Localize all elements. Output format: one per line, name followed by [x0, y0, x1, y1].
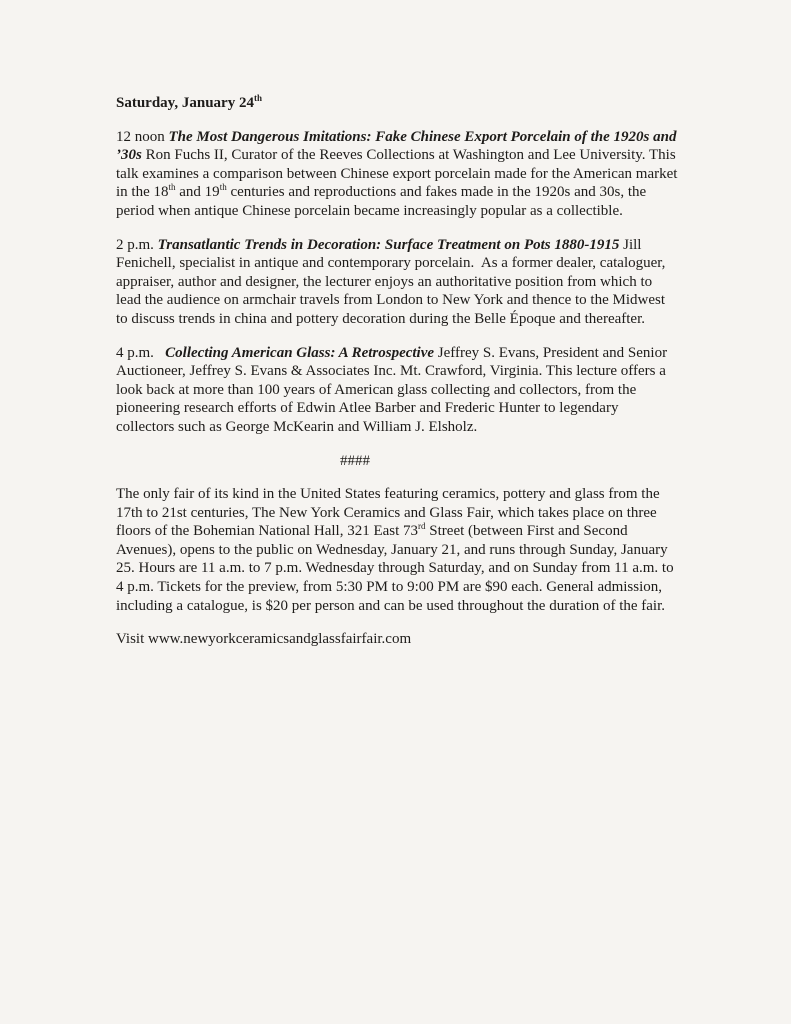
end-marker: [116, 452, 680, 471]
text-run: Street (between First and Second Avenues), opens to the public on Wednesday, January 21, and runs through Sunday, January 25. Hours are 11 a.m. to 7 p.m. Wednesday through Saturday, and on Sunday from 11 a.m. to 4 p.m. Tickets for the preview, from 5:30 PM to 9:00 PM are $90 each. General admission, including a catalogue, is $20 per person and can be used throughout the duration of the fair.: [116, 523, 678, 614]
text-run: Ron Fuchs II, Curator of the Reeves Collections at Washington and Lee University. This talk examines a comparison between Chinese export porcelain made for the American market in the 18: [116, 147, 682, 201]
text-run: 12 noon: [116, 128, 169, 145]
event-12-noon: [116, 128, 680, 221]
text-run: 4 p.m.: [116, 344, 166, 361]
text-run: ####: [340, 452, 370, 469]
event-4-pm: [116, 344, 680, 437]
text-run: The Most Dangerous Imitations: Fake Chinese Export Porcelain of the 1920s and ’30s: [116, 128, 681, 164]
text-run: Visit www.newyorkceramicsandglassfairfair.com: [116, 631, 412, 648]
text-run: Saturday, January 24: [116, 95, 254, 111]
fair-details: [116, 485, 680, 615]
text-run: Transatlantic Trends in Decoration: Surface Treatment on Pots 1880-1915: [157, 236, 620, 253]
text-run: rd: [418, 521, 426, 532]
text-run: and 19: [175, 184, 220, 201]
event-2-pm: [116, 236, 680, 329]
text-run: Jill Fenichell, specialist in antique and contemporary porcelain. As a former dealer, cataloguer, appraiser, author and designer, the lecturer enjoys an authoritative position from which to lead the audience on armchair travels from London to New York and thence to the Midwest to discuss trends in china and pottery decoration during the Belle Époque and thereafter.: [116, 236, 670, 327]
text-run: th: [219, 182, 227, 193]
text-run: Collecting American Glass: A Retrospective: [165, 344, 435, 361]
text-run: The only fair of its kind in the United States featuring ceramics, pottery and glass from the 17th to 21st centuries, The New York Ceramics and Glass Fair, which takes place on three floors of the Bohemian National Hall, 321 East 73: [116, 486, 664, 540]
website-line: [116, 630, 680, 649]
text-run: 2 p.m.: [116, 236, 158, 253]
date-heading: [116, 94, 680, 113]
text-run: centuries and reproductions and fakes made in the 1920s and 30s, the period when antique Chinese porcelain became increasingly popular as a collectible.: [116, 184, 650, 219]
text-run: Jeffrey S. Evans, President and Senior Auctioneer, Jeffrey S. Evans & Associates Inc. Mt. Crawford, Virginia. This lecture offers a look back at more than 100 years of American glass collecting and collectors, from the pioneering research efforts of Edwin Atlee Barber and Frederic Hunter to legendary collectors such as George McKearin and William J. Elsholz.: [116, 344, 670, 435]
text-run: th: [168, 182, 176, 193]
text-run: th: [253, 93, 262, 103]
